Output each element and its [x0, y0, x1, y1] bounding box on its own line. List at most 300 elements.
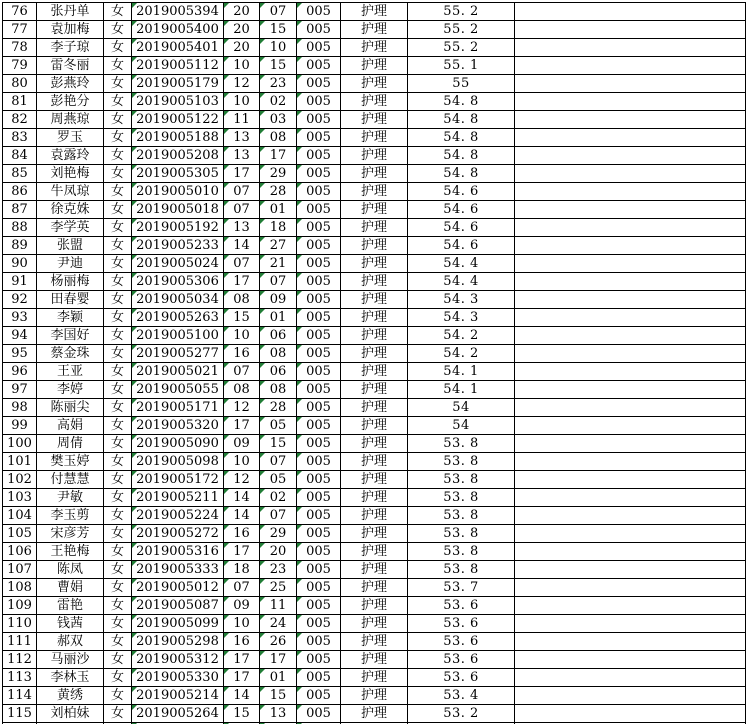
- cell-row_no[interactable]: 86: [3, 183, 37, 201]
- cell-num2[interactable]: 13: [260, 705, 297, 723]
- cell-gender[interactable]: 女: [104, 183, 132, 201]
- cell-num2[interactable]: 06: [260, 327, 297, 345]
- cell-exam_id[interactable]: 2019005211: [132, 489, 224, 507]
- cell-gender[interactable]: 女: [104, 507, 132, 525]
- cell-name[interactable]: 曹娟: [37, 579, 104, 597]
- cell-gender[interactable]: 女: [104, 687, 132, 705]
- cell-major[interactable]: 护理: [341, 687, 408, 705]
- cell-row_no[interactable]: 101: [3, 453, 37, 471]
- cell-code[interactable]: 005: [297, 147, 341, 165]
- cell-row_no[interactable]: 81: [3, 93, 37, 111]
- cell-num2[interactable]: 07: [260, 273, 297, 291]
- cell-name[interactable]: 彭艳分: [37, 93, 104, 111]
- cell-code[interactable]: 005: [297, 633, 341, 651]
- cell-major[interactable]: 护理: [341, 453, 408, 471]
- cell-gender[interactable]: 女: [104, 669, 132, 687]
- cell-gender[interactable]: 女: [104, 219, 132, 237]
- cell-num1[interactable]: 10: [224, 93, 260, 111]
- cell-major[interactable]: 护理: [341, 363, 408, 381]
- cell-empty[interactable]: [515, 201, 746, 219]
- cell-major[interactable]: 护理: [341, 561, 408, 579]
- cell-gender[interactable]: 女: [104, 93, 132, 111]
- cell-row_no[interactable]: 80: [3, 75, 37, 93]
- cell-gender[interactable]: 女: [104, 147, 132, 165]
- cell-code[interactable]: 005: [297, 93, 341, 111]
- cell-num1[interactable]: 11: [224, 111, 260, 129]
- cell-major[interactable]: 护理: [341, 165, 408, 183]
- cell-name[interactable]: 周燕琼: [37, 111, 104, 129]
- cell-empty[interactable]: [515, 705, 746, 723]
- cell-exam_id[interactable]: 2019005330: [132, 669, 224, 687]
- cell-code[interactable]: 005: [297, 345, 341, 363]
- cell-exam_id[interactable]: 2019005099: [132, 615, 224, 633]
- cell-row_no[interactable]: 96: [3, 363, 37, 381]
- cell-exam_id[interactable]: 2019005208: [132, 147, 224, 165]
- cell-major[interactable]: 护理: [341, 327, 408, 345]
- cell-gender[interactable]: 女: [104, 381, 132, 399]
- cell-exam_id[interactable]: 2019005122: [132, 111, 224, 129]
- cell-major[interactable]: 护理: [341, 579, 408, 597]
- cell-name[interactable]: 尹迪: [37, 255, 104, 273]
- cell-code[interactable]: 005: [297, 669, 341, 687]
- cell-name[interactable]: 杨丽梅: [37, 273, 104, 291]
- cell-exam_id[interactable]: 2019005021: [132, 363, 224, 381]
- cell-major[interactable]: 护理: [341, 597, 408, 615]
- cell-score[interactable]: 53. 8: [408, 561, 515, 579]
- cell-num2[interactable]: 23: [260, 561, 297, 579]
- cell-code[interactable]: 005: [297, 129, 341, 147]
- cell-exam_id[interactable]: 2019005306: [132, 273, 224, 291]
- cell-num1[interactable]: 17: [224, 543, 260, 561]
- cell-num2[interactable]: 28: [260, 183, 297, 201]
- cell-gender[interactable]: 女: [104, 3, 132, 21]
- cell-major[interactable]: 护理: [341, 399, 408, 417]
- cell-gender[interactable]: 女: [104, 39, 132, 57]
- cell-gender[interactable]: 女: [104, 525, 132, 543]
- cell-num1[interactable]: 07: [224, 255, 260, 273]
- cell-score[interactable]: 55. 2: [408, 3, 515, 21]
- cell-empty[interactable]: [515, 687, 746, 705]
- cell-major[interactable]: 护理: [341, 291, 408, 309]
- cell-num1[interactable]: 13: [224, 219, 260, 237]
- cell-name[interactable]: 李学英: [37, 219, 104, 237]
- cell-name[interactable]: 刘艳梅: [37, 165, 104, 183]
- cell-major[interactable]: 护理: [341, 507, 408, 525]
- cell-major[interactable]: 护理: [341, 543, 408, 561]
- cell-empty[interactable]: [515, 615, 746, 633]
- cell-exam_id[interactable]: 2019005224: [132, 507, 224, 525]
- cell-num2[interactable]: 25: [260, 579, 297, 597]
- cell-exam_id[interactable]: 2019005100: [132, 327, 224, 345]
- cell-gender[interactable]: 女: [104, 255, 132, 273]
- cell-num1[interactable]: 17: [224, 669, 260, 687]
- cell-row_no[interactable]: 104: [3, 507, 37, 525]
- cell-name[interactable]: 李玉剪: [37, 507, 104, 525]
- cell-num2[interactable]: 09: [260, 291, 297, 309]
- cell-code[interactable]: 005: [297, 435, 341, 453]
- cell-major[interactable]: 护理: [341, 345, 408, 363]
- cell-gender[interactable]: 女: [104, 111, 132, 129]
- cell-code[interactable]: 005: [297, 255, 341, 273]
- cell-code[interactable]: 005: [297, 687, 341, 705]
- cell-gender[interactable]: 女: [104, 615, 132, 633]
- cell-name[interactable]: 钱茜: [37, 615, 104, 633]
- cell-exam_id[interactable]: 2019005034: [132, 291, 224, 309]
- cell-name[interactable]: 雷艳: [37, 597, 104, 615]
- cell-num2[interactable]: 02: [260, 93, 297, 111]
- cell-score[interactable]: 53. 4: [408, 687, 515, 705]
- cell-exam_id[interactable]: 2019005233: [132, 237, 224, 255]
- cell-num1[interactable]: 20: [224, 39, 260, 57]
- cell-gender[interactable]: 女: [104, 345, 132, 363]
- cell-exam_id[interactable]: 2019005103: [132, 93, 224, 111]
- cell-num1[interactable]: 10: [224, 327, 260, 345]
- cell-name[interactable]: 王艳梅: [37, 543, 104, 561]
- cell-num2[interactable]: 18: [260, 219, 297, 237]
- cell-score[interactable]: 53. 8: [408, 453, 515, 471]
- cell-num1[interactable]: 15: [224, 309, 260, 327]
- cell-exam_id[interactable]: 2019005012: [132, 579, 224, 597]
- cell-exam_id[interactable]: 2019005024: [132, 255, 224, 273]
- cell-name[interactable]: 黄绣: [37, 687, 104, 705]
- cell-exam_id[interactable]: 2019005018: [132, 201, 224, 219]
- cell-row_no[interactable]: 87: [3, 201, 37, 219]
- cell-num1[interactable]: 17: [224, 651, 260, 669]
- cell-row_no[interactable]: 107: [3, 561, 37, 579]
- cell-num1[interactable]: 18: [224, 561, 260, 579]
- cell-major[interactable]: 护理: [341, 147, 408, 165]
- cell-empty[interactable]: [515, 543, 746, 561]
- cell-code[interactable]: 005: [297, 237, 341, 255]
- cell-exam_id[interactable]: 2019005112: [132, 57, 224, 75]
- cell-exam_id[interactable]: 2019005316: [132, 543, 224, 561]
- cell-exam_id[interactable]: 2019005192: [132, 219, 224, 237]
- cell-empty[interactable]: [515, 165, 746, 183]
- cell-exam_id[interactable]: 2019005320: [132, 417, 224, 435]
- cell-num1[interactable]: 20: [224, 21, 260, 39]
- cell-num2[interactable]: 15: [260, 687, 297, 705]
- cell-major[interactable]: 护理: [341, 75, 408, 93]
- cell-num2[interactable]: 07: [260, 3, 297, 21]
- cell-score[interactable]: 54. 1: [408, 363, 515, 381]
- cell-exam_id[interactable]: 2019005272: [132, 525, 224, 543]
- cell-row_no[interactable]: 97: [3, 381, 37, 399]
- cell-empty[interactable]: [515, 21, 746, 39]
- cell-row_no[interactable]: 115: [3, 705, 37, 723]
- cell-name[interactable]: 高娟: [37, 417, 104, 435]
- cell-name[interactable]: 郝双: [37, 633, 104, 651]
- cell-exam_id[interactable]: 2019005401: [132, 39, 224, 57]
- cell-exam_id[interactable]: 2019005400: [132, 21, 224, 39]
- cell-row_no[interactable]: 82: [3, 111, 37, 129]
- cell-gender[interactable]: 女: [104, 327, 132, 345]
- cell-score[interactable]: 53. 7: [408, 579, 515, 597]
- cell-num2[interactable]: 11: [260, 597, 297, 615]
- cell-name[interactable]: 李婷: [37, 381, 104, 399]
- cell-code[interactable]: 005: [297, 363, 341, 381]
- cell-score[interactable]: 53. 8: [408, 543, 515, 561]
- cell-major[interactable]: 护理: [341, 273, 408, 291]
- cell-name[interactable]: 彭燕玲: [37, 75, 104, 93]
- cell-score[interactable]: 54: [408, 399, 515, 417]
- cell-score[interactable]: 54. 6: [408, 183, 515, 201]
- cell-name[interactable]: 李林玉: [37, 669, 104, 687]
- cell-code[interactable]: 005: [297, 381, 341, 399]
- cell-exam_id[interactable]: 2019005172: [132, 471, 224, 489]
- cell-exam_id[interactable]: 2019005298: [132, 633, 224, 651]
- cell-code[interactable]: 005: [297, 39, 341, 57]
- cell-code[interactable]: 005: [297, 543, 341, 561]
- cell-code[interactable]: 005: [297, 651, 341, 669]
- cell-major[interactable]: 护理: [341, 93, 408, 111]
- cell-row_no[interactable]: 76: [3, 3, 37, 21]
- cell-major[interactable]: 护理: [341, 3, 408, 21]
- cell-gender[interactable]: 女: [104, 453, 132, 471]
- cell-row_no[interactable]: 83: [3, 129, 37, 147]
- cell-score[interactable]: 55: [408, 75, 515, 93]
- cell-score[interactable]: 53. 6: [408, 597, 515, 615]
- cell-name[interactable]: 蔡金珠: [37, 345, 104, 363]
- cell-num1[interactable]: 12: [224, 75, 260, 93]
- cell-row_no[interactable]: 102: [3, 471, 37, 489]
- cell-score[interactable]: 54. 4: [408, 255, 515, 273]
- cell-code[interactable]: 005: [297, 111, 341, 129]
- cell-gender[interactable]: 女: [104, 399, 132, 417]
- cell-empty[interactable]: [515, 597, 746, 615]
- cell-num2[interactable]: 24: [260, 615, 297, 633]
- cell-exam_id[interactable]: 2019005188: [132, 129, 224, 147]
- cell-major[interactable]: 护理: [341, 237, 408, 255]
- cell-code[interactable]: 005: [297, 471, 341, 489]
- cell-score[interactable]: 53. 8: [408, 525, 515, 543]
- cell-row_no[interactable]: 114: [3, 687, 37, 705]
- cell-num2[interactable]: 27: [260, 237, 297, 255]
- cell-row_no[interactable]: 109: [3, 597, 37, 615]
- cell-num1[interactable]: 17: [224, 165, 260, 183]
- cell-score[interactable]: 54. 4: [408, 273, 515, 291]
- cell-row_no[interactable]: 93: [3, 309, 37, 327]
- cell-num1[interactable]: 07: [224, 201, 260, 219]
- cell-num2[interactable]: 08: [260, 129, 297, 147]
- cell-num2[interactable]: 29: [260, 525, 297, 543]
- cell-name[interactable]: 刘柏妹: [37, 705, 104, 723]
- cell-gender[interactable]: 女: [104, 471, 132, 489]
- cell-major[interactable]: 护理: [341, 651, 408, 669]
- cell-major[interactable]: 护理: [341, 435, 408, 453]
- cell-score[interactable]: 53. 8: [408, 489, 515, 507]
- cell-empty[interactable]: [515, 3, 746, 21]
- cell-major[interactable]: 护理: [341, 669, 408, 687]
- cell-exam_id[interactable]: 2019005264: [132, 705, 224, 723]
- cell-name[interactable]: 马丽沙: [37, 651, 104, 669]
- cell-major[interactable]: 护理: [341, 57, 408, 75]
- cell-empty[interactable]: [515, 489, 746, 507]
- cell-major[interactable]: 护理: [341, 489, 408, 507]
- cell-name[interactable]: 李颖: [37, 309, 104, 327]
- cell-num2[interactable]: 17: [260, 147, 297, 165]
- cell-num2[interactable]: 01: [260, 201, 297, 219]
- cell-num2[interactable]: 02: [260, 489, 297, 507]
- cell-code[interactable]: 005: [297, 417, 341, 435]
- cell-name[interactable]: 田春婴: [37, 291, 104, 309]
- cell-score[interactable]: 54. 6: [408, 219, 515, 237]
- cell-major[interactable]: 护理: [341, 381, 408, 399]
- cell-name[interactable]: 牛凤琼: [37, 183, 104, 201]
- cell-gender[interactable]: 女: [104, 561, 132, 579]
- cell-num2[interactable]: 05: [260, 417, 297, 435]
- cell-score[interactable]: 53. 8: [408, 435, 515, 453]
- cell-num1[interactable]: 15: [224, 705, 260, 723]
- cell-exam_id[interactable]: 2019005087: [132, 597, 224, 615]
- cell-exam_id[interactable]: 2019005090: [132, 435, 224, 453]
- cell-score[interactable]: 54. 8: [408, 147, 515, 165]
- cell-empty[interactable]: [515, 453, 746, 471]
- cell-score[interactable]: 54: [408, 417, 515, 435]
- cell-code[interactable]: 005: [297, 453, 341, 471]
- cell-empty[interactable]: [515, 129, 746, 147]
- cell-num2[interactable]: 08: [260, 381, 297, 399]
- cell-score[interactable]: 54. 8: [408, 129, 515, 147]
- cell-name[interactable]: 袁加梅: [37, 21, 104, 39]
- cell-row_no[interactable]: 78: [3, 39, 37, 57]
- cell-exam_id[interactable]: 2019005312: [132, 651, 224, 669]
- cell-major[interactable]: 护理: [341, 201, 408, 219]
- cell-score[interactable]: 54. 8: [408, 93, 515, 111]
- cell-empty[interactable]: [515, 633, 746, 651]
- cell-exam_id[interactable]: 2019005394: [132, 3, 224, 21]
- cell-exam_id[interactable]: 2019005098: [132, 453, 224, 471]
- cell-empty[interactable]: [515, 417, 746, 435]
- cell-score[interactable]: 55. 2: [408, 39, 515, 57]
- cell-name[interactable]: 李国好: [37, 327, 104, 345]
- cell-num2[interactable]: 23: [260, 75, 297, 93]
- cell-code[interactable]: 005: [297, 705, 341, 723]
- cell-major[interactable]: 护理: [341, 255, 408, 273]
- cell-score[interactable]: 54. 6: [408, 237, 515, 255]
- cell-gender[interactable]: 女: [104, 309, 132, 327]
- cell-row_no[interactable]: 85: [3, 165, 37, 183]
- cell-score[interactable]: 54. 6: [408, 201, 515, 219]
- cell-major[interactable]: 护理: [341, 309, 408, 327]
- cell-gender[interactable]: 女: [104, 201, 132, 219]
- cell-gender[interactable]: 女: [104, 633, 132, 651]
- cell-num1[interactable]: 16: [224, 633, 260, 651]
- cell-num2[interactable]: 29: [260, 165, 297, 183]
- cell-num2[interactable]: 21: [260, 255, 297, 273]
- cell-row_no[interactable]: 108: [3, 579, 37, 597]
- cell-score[interactable]: 54. 8: [408, 111, 515, 129]
- cell-gender[interactable]: 女: [104, 165, 132, 183]
- cell-num1[interactable]: 08: [224, 381, 260, 399]
- cell-empty[interactable]: [515, 399, 746, 417]
- cell-num2[interactable]: 03: [260, 111, 297, 129]
- cell-name[interactable]: 张丹单: [37, 3, 104, 21]
- cell-row_no[interactable]: 84: [3, 147, 37, 165]
- cell-empty[interactable]: [515, 309, 746, 327]
- cell-exam_id[interactable]: 2019005263: [132, 309, 224, 327]
- cell-empty[interactable]: [515, 435, 746, 453]
- cell-name[interactable]: 王亚: [37, 363, 104, 381]
- cell-gender[interactable]: 女: [104, 21, 132, 39]
- cell-exam_id[interactable]: 2019005179: [132, 75, 224, 93]
- cell-row_no[interactable]: 79: [3, 57, 37, 75]
- cell-num2[interactable]: 01: [260, 309, 297, 327]
- cell-num1[interactable]: 10: [224, 57, 260, 75]
- cell-major[interactable]: 护理: [341, 525, 408, 543]
- cell-score[interactable]: 53. 6: [408, 633, 515, 651]
- cell-num1[interactable]: 09: [224, 435, 260, 453]
- cell-code[interactable]: 005: [297, 489, 341, 507]
- cell-num1[interactable]: 12: [224, 399, 260, 417]
- cell-empty[interactable]: [515, 273, 746, 291]
- cell-empty[interactable]: [515, 471, 746, 489]
- cell-name[interactable]: 陈凤: [37, 561, 104, 579]
- cell-code[interactable]: 005: [297, 3, 341, 21]
- cell-gender[interactable]: 女: [104, 57, 132, 75]
- cell-score[interactable]: 54. 8: [408, 165, 515, 183]
- cell-empty[interactable]: [515, 237, 746, 255]
- cell-num2[interactable]: 15: [260, 21, 297, 39]
- cell-empty[interactable]: [515, 39, 746, 57]
- cell-row_no[interactable]: 106: [3, 543, 37, 561]
- cell-num1[interactable]: 14: [224, 687, 260, 705]
- cell-name[interactable]: 雷冬丽: [37, 57, 104, 75]
- cell-major[interactable]: 护理: [341, 615, 408, 633]
- cell-empty[interactable]: [515, 381, 746, 399]
- cell-empty[interactable]: [515, 219, 746, 237]
- cell-num1[interactable]: 17: [224, 417, 260, 435]
- cell-num1[interactable]: 14: [224, 507, 260, 525]
- cell-num1[interactable]: 10: [224, 615, 260, 633]
- cell-empty[interactable]: [515, 525, 746, 543]
- cell-num2[interactable]: 26: [260, 633, 297, 651]
- cell-gender[interactable]: 女: [104, 651, 132, 669]
- cell-row_no[interactable]: 88: [3, 219, 37, 237]
- cell-num1[interactable]: 12: [224, 471, 260, 489]
- cell-code[interactable]: 005: [297, 291, 341, 309]
- cell-num1[interactable]: 09: [224, 597, 260, 615]
- cell-score[interactable]: 53. 6: [408, 669, 515, 687]
- cell-code[interactable]: 005: [297, 597, 341, 615]
- cell-row_no[interactable]: 103: [3, 489, 37, 507]
- cell-code[interactable]: 005: [297, 327, 341, 345]
- cell-num1[interactable]: 14: [224, 237, 260, 255]
- cell-score[interactable]: 54. 2: [408, 327, 515, 345]
- cell-name[interactable]: 张盟: [37, 237, 104, 255]
- cell-row_no[interactable]: 111: [3, 633, 37, 651]
- cell-exam_id[interactable]: 2019005055: [132, 381, 224, 399]
- cell-code[interactable]: 005: [297, 21, 341, 39]
- cell-row_no[interactable]: 95: [3, 345, 37, 363]
- cell-gender[interactable]: 女: [104, 129, 132, 147]
- cell-num2[interactable]: 07: [260, 507, 297, 525]
- cell-code[interactable]: 005: [297, 399, 341, 417]
- cell-empty[interactable]: [515, 669, 746, 687]
- cell-empty[interactable]: [515, 579, 746, 597]
- cell-row_no[interactable]: 90: [3, 255, 37, 273]
- cell-major[interactable]: 护理: [341, 705, 408, 723]
- cell-exam_id[interactable]: 2019005333: [132, 561, 224, 579]
- cell-num1[interactable]: 16: [224, 345, 260, 363]
- cell-num1[interactable]: 13: [224, 129, 260, 147]
- cell-name[interactable]: 樊玉婷: [37, 453, 104, 471]
- cell-row_no[interactable]: 100: [3, 435, 37, 453]
- cell-score[interactable]: 53. 8: [408, 507, 515, 525]
- cell-empty[interactable]: [515, 327, 746, 345]
- cell-num2[interactable]: 10: [260, 39, 297, 57]
- cell-gender[interactable]: 女: [104, 291, 132, 309]
- cell-row_no[interactable]: 113: [3, 669, 37, 687]
